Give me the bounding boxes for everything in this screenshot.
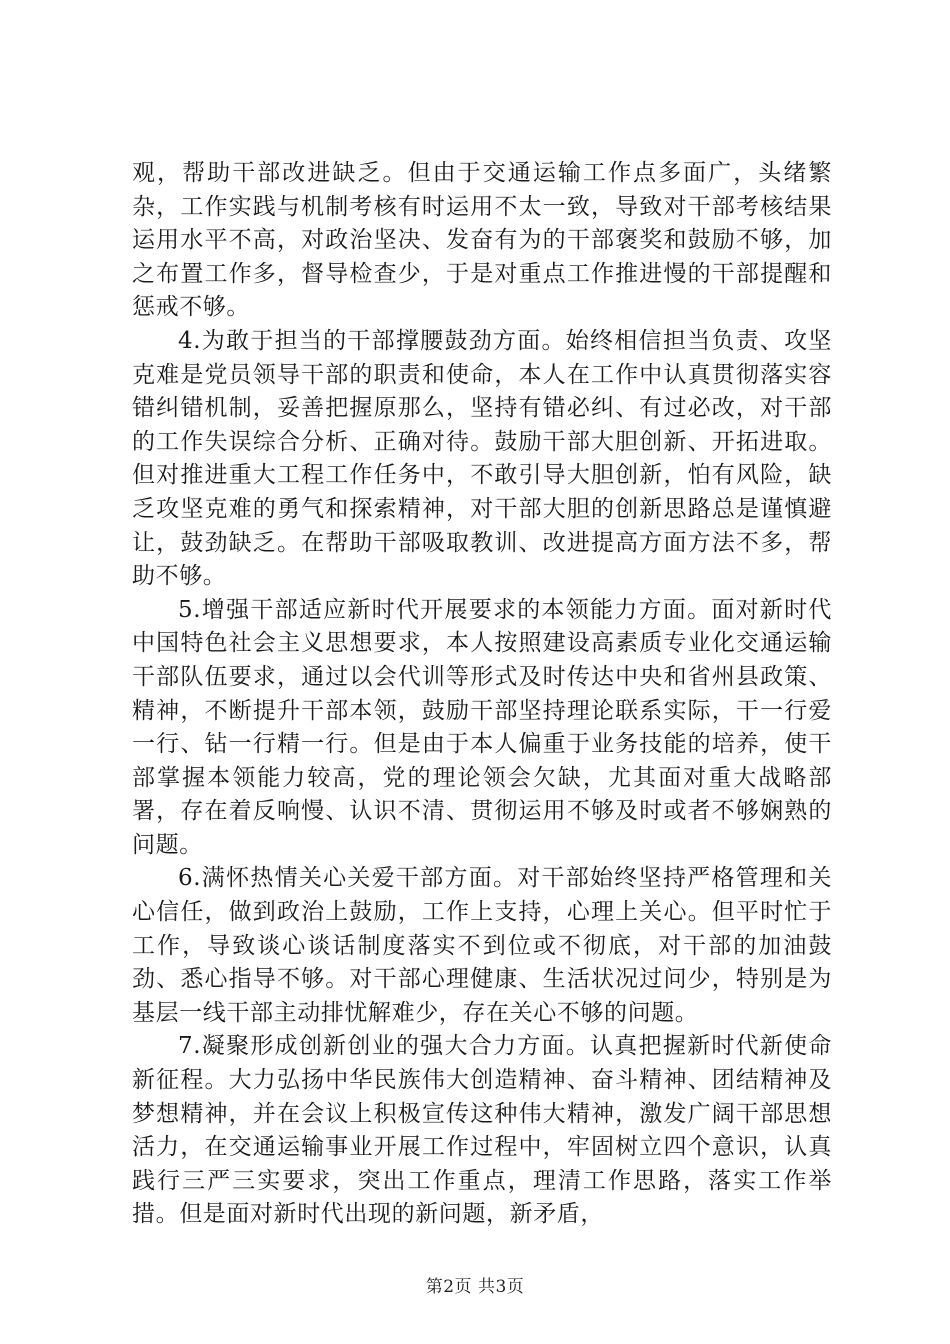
paragraph-continuation: 观，帮助干部改进缺乏。但由于交通运输工作点多面广，头绪繁杂，工作实践与机制考核有时运用不太一致，导致对干部考核结果运用水平不高，对政治坚决、发奋有为的干部褒奖和鼓励不够，加之布置工作多，督导检查少，于是对重点工作推进慢的干部提醒和惩戒不够。 [132, 160, 832, 321]
paragraph-item-4: 4.为敢于担当的干部撑腰鼓劲方面。始终相信担当负责、攻坚克难是党员领导干部的职责和使命，本人在工作中认真贯彻落实容错纠错机制，妥善把握原那么，坚持有错必纠、有过必改，对干部的工作失误综合分析、正确对待。鼓励干部大胆创新、开拓进取。但对推进重大工程工作任务中，不敢引导大胆创新，怕有风险，缺乏攻坚克难的勇气和探索精神，对干部大胆的创新思路总是谨慎避让，鼓劲缺乏。在帮助干部吸取教训、改进提高方面方法不多，帮助不够。 [132, 327, 832, 590]
paragraph-item-5: 5.增强干部适应新时代开展要求的本领能力方面。面对新时代中国特色社会主义思想要求，本人按照建设高素质专业化交通运输干部队伍要求，通过以会代训等形式及时传达中央和省州县政策、精神，不断提升干部本领，鼓励干部坚持理论联系实际，干一行爱一行、钻一行精一行。但是由于本人偏重于业务技能的培养，使干部掌握本领能力较高，党的理论领会欠缺，尤其面对重大战略部署，存在着反响慢、认识不清、贯彻运用不够及时或者不够娴熟的问题。 [132, 596, 832, 858]
paragraph-item-7: 7.凝聚形成创新创业的强大合力方面。认真把握新时代新使命新征程。大力弘扬中华民族伟大创造精神、奋斗精神、团结精神及梦想精神，并在会议上积极宣传这种伟大精神，激发广阔干部思想活力，在交通运输事业开展工作过程中，牢固树立四个意识，认真践行三严三实要求，突出工作重点，理清工作思路，落实工作举措。但是面对新时代出现的新问题，新矛盾， [132, 1033, 832, 1228]
page-footer: 第2页 共3页 [425, 1277, 525, 1297]
paragraph-item-6: 6.满怀热情关心关爱干部方面。对干部始终坚持严格管理和关心信任，做到政治上鼓励，工作上支持，心理上关心。但平时忙于工作，导致谈心谈话制度落实不到位或不彻底，对干部的加油鼓劲、悉心指导不够。对干部心理健康、生活状况过问少，特别是为基层一线干部主动排忧解难少，存在关心不够的问题。 [132, 865, 832, 1026]
document-body [132, 157, 832, 1232]
